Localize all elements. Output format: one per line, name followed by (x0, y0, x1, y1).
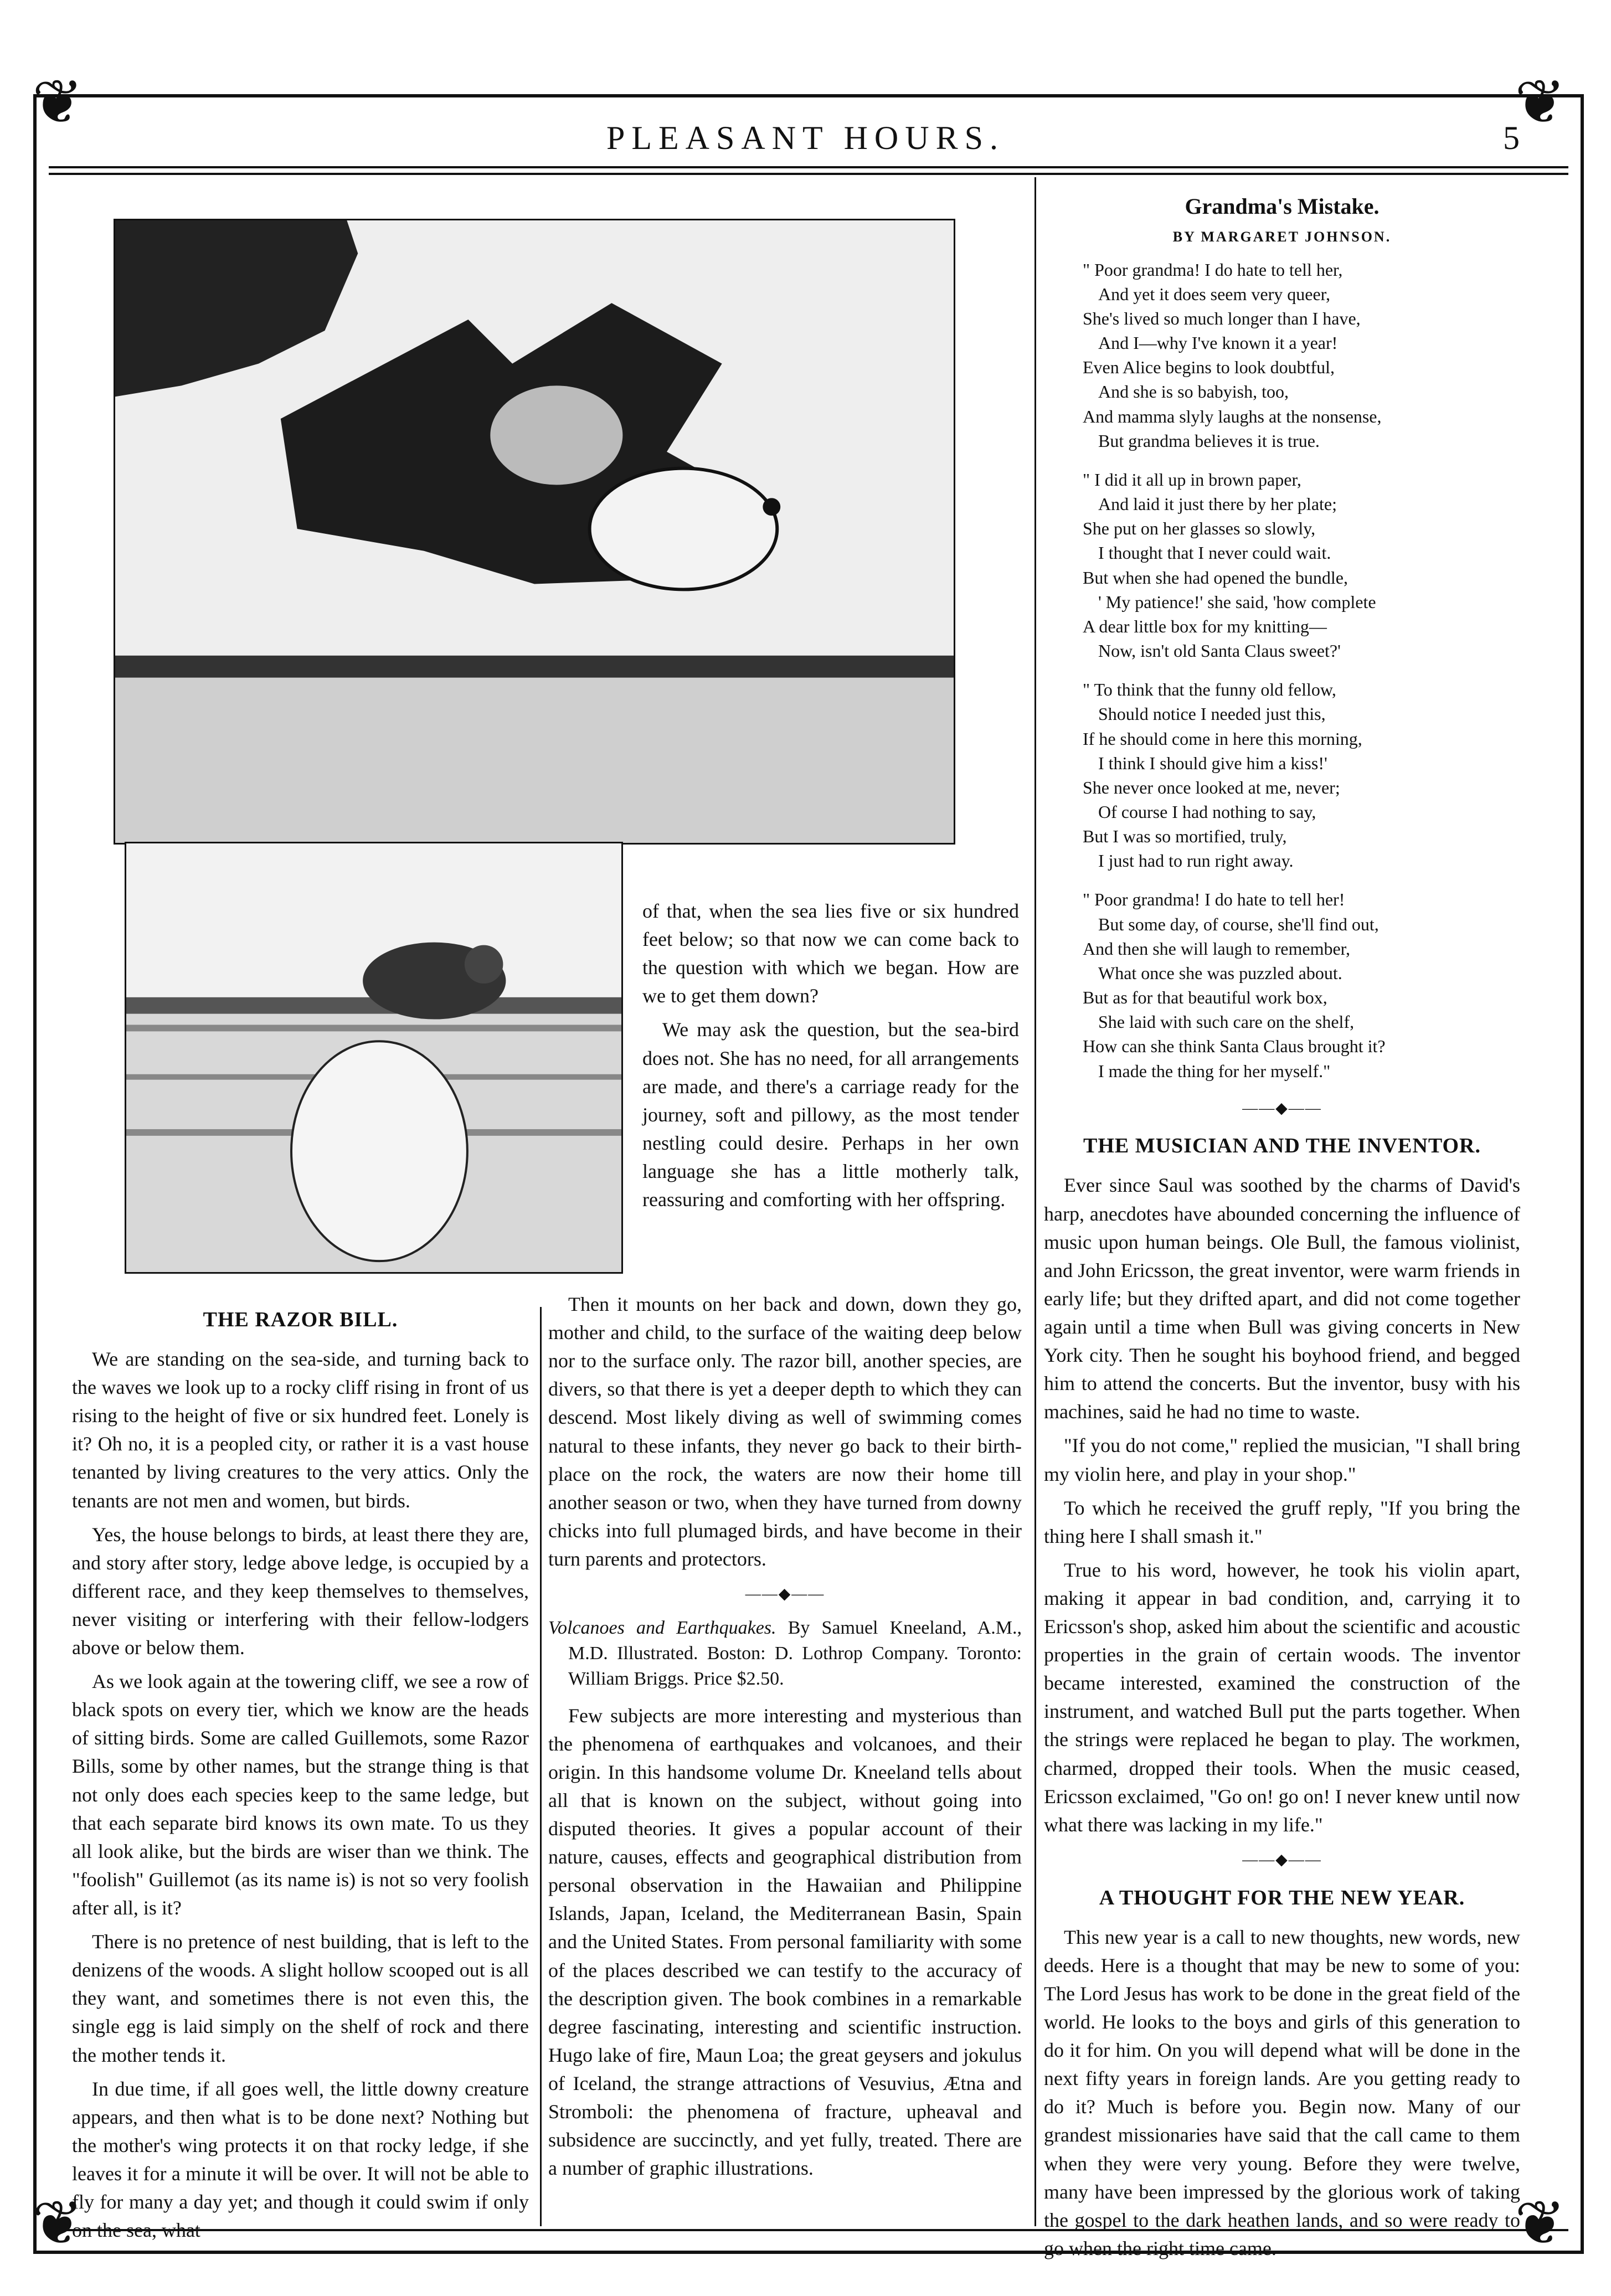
poem-line: But when she had opened the bundle, (1083, 567, 1348, 588)
razor-bill-continuation-narrow (642, 897, 1019, 1219)
review-book-details: By Samuel Kneeland, A.M., M.D. Illustrated. Boston: D. Lothrop Company. Toronto: William Briggs. Price $2.50. (568, 1617, 1022, 1689)
poem-line: And then she will laugh to remember, (1083, 938, 1351, 959)
musician-paragraph: "If you do not come," replied the musician, "I shall bring my violin here, and play in your shop." (1044, 1434, 1520, 1485)
poem-line: How can she think Santa Claus brought it? (1083, 1036, 1386, 1057)
razor-bill-continuation: of that, when the sea lies five or six hundred feet below; so that now we can come back to the question with which we began. How are we to get them down? (642, 900, 1019, 1007)
poem-line: " I did it all up in brown paper, (1083, 469, 1301, 490)
corner-ornament-icon: ❦ (1515, 69, 1566, 136)
poem-line: If he should come in here this morning, (1083, 728, 1362, 749)
column-rule-right (1034, 177, 1036, 2226)
musician-paragraph: True to his word, however, he took his violin apart, making it appear in bad condition, and, carrying it to Ericsson's shop, asked him about the scientific and acoustic properties in the grain of certain woods. The inventor became interested, examined the construction of the instrument, and watched Bull put the parts together. When the strings were replaced he began to play. The workmen, charmed, dropped their tools. When the music ceased, Ericsson exclaimed, "Go on! go on! I never knew until now what there was lacking in my life." (1044, 1558, 1520, 1836)
new-year-paragraph: This new year is a call to new thoughts, new words, new deeds. Here is a thought that may be new to some of you: The Lord Jesus has work to be done in the great field of the world. He looks to the boys and girls of this generation to do it for him. On you will depend what will be done in the next fifty years in foreign lands. Are you getting ready to do it? Much is before you. Begin now. Many of our grandest missionaries have said that the call came to them when they were very young. Before they were twelve, many have been impressed by the glorious work of taking the gospel to the dark heathen lands, and so were ready to go when the right time came. (1044, 1926, 1520, 2259)
middle-column (548, 1290, 1022, 2188)
poem-line: She laid with such care on the shelf, (1098, 1012, 1355, 1032)
razor-bill-paragraph: Yes, the house belongs to birds, at least there they are, and story after story, ledge above ledge, is occupied by a different race, and they keep themselves to themselves, never visiting or interfering with their fellow-lodgers above or below them. (72, 1523, 529, 1659)
poem-line: And I—why I've known it a year! (1098, 333, 1338, 353)
musician-paragraph: To which he received the gruff reply, "If you bring the thing here I shall smash it." (1044, 1496, 1520, 1547)
corner-ornament-icon: ❦ (32, 69, 84, 136)
divider-ornament-icon: ——◆—— (1242, 1099, 1322, 1117)
divider-ornament-icon: ——◆—— (1242, 1851, 1322, 1868)
razor-bill-paragraph: In due time, if all goes well, the little downy creature appears, and then what is to be done next? Nothing but the mother's wing protects it on that rocky ledge, if she leaves it for a minute it will be over. It will not be able to fly for many a day yet; and though it could swim if only on the sea, what (72, 2077, 529, 2242)
poem-line: I thought that I never could wait. (1098, 543, 1331, 563)
poem-line: What once she was puzzled about. (1098, 962, 1342, 983)
poem-stanza (1083, 258, 1520, 453)
poem-line: She put on her glasses so slowly, (1083, 518, 1316, 539)
corner-ornament-icon: ❦ (1515, 2190, 1566, 2257)
poem-line: And mamma slyly laughs at the nonsense, (1083, 406, 1382, 426)
column-rule-left (540, 1307, 542, 2226)
poem-line: And she is so babyish, too, (1098, 382, 1289, 402)
poem-line: Even Alice begins to look doubtful, (1083, 357, 1335, 378)
musician-heading: THE MUSICIAN AND THE INVENTOR. (1083, 1134, 1481, 1158)
poem-line: And yet it does seem very queer, (1098, 284, 1331, 304)
poem-line: But I was so mortified, truly, (1083, 826, 1287, 847)
poem-line: " To think that the funny old fellow, (1083, 679, 1336, 700)
review-book-title: Volcanoes and Earthquakes. (548, 1617, 776, 1638)
razor-bill-continuation: We may ask the question, but the sea-bird does not. She has no need, for all arrangements are made, and there's a carriage ready for the journey, soft and pillowy, as the most tender nestling could desire. Perhaps in her own language she has a little motherly talk, reassuring and comforting with her offspring. (642, 1018, 1019, 1211)
poem-line: Now, isn't old Santa Claus sweet?' (1098, 641, 1341, 661)
razor-bill-column (72, 1293, 529, 2250)
poem-line: But as for that beautiful work box, (1083, 987, 1327, 1008)
razor-bill-heading: THE RAZOR BILL. (203, 1308, 398, 1331)
poem-line: She never once looked at me, never; (1083, 777, 1340, 797)
poem-stanza (1083, 677, 1520, 873)
poem-line: But grandma believes it is true. (1098, 430, 1320, 451)
poem-line: A dear little box for my knitting— (1083, 616, 1327, 636)
corner-ornament-icon: ❦ (32, 2190, 84, 2257)
poem-line: Of course I had nothing to say, (1098, 801, 1316, 822)
poem-line: " Poor grandma! I do hate to tell her, (1083, 259, 1343, 280)
razor-bill-paragraph: We are standing on the sea-side, and turning back to the waves we look up to a rocky cliff rising in front of us rising to the height of five or six hundred feet. Lonely is it? Oh no, it is a peopled city, or rather it is a vast house tenanted by living creatures to the very attics. Only the tenants are not men and women, but birds. (72, 1347, 529, 1512)
new-year-heading: A THOUGHT FOR THE NEW YEAR. (1099, 1886, 1465, 1909)
poem-line: I just had to run right away. (1098, 851, 1294, 871)
poem-line: I made the thing for her myself." (1098, 1061, 1331, 1081)
poem-stanza (1083, 467, 1520, 663)
poem-line: " Poor grandma! I do hate to tell her! (1083, 889, 1345, 910)
poem-byline: BY MARGARET JOHNSON. (1172, 228, 1392, 245)
poem-line: Should notice I needed just this, (1098, 704, 1326, 724)
musician-paragraph: Ever since Saul was soothed by the charms of David's harp, anecdotes have abounded concerning the influence of music upon human beings. Ole Bull, the famous violinist, and John Ericsson, the great inventor, were warm friends in early life; but they drifted apart, and did not come together again until a time when Bull was giving concerts in New York city. Then he sought his boyhood friend, and begged him to attend the concerts. But the inventor, busy with his machines, said he had no time to waste. (1044, 1174, 1520, 1423)
razor-bill-paragraph: There is no pretence of nest building, that is left to the denizens of the woods. A slight hollow scooped out is all they want, and sometimes there is not even this, the single egg is laid simply on the shelf of rock and there the mother tends it. (72, 1931, 529, 2066)
poem-stanza (1083, 887, 1520, 1083)
page-number: 5 (1503, 120, 1520, 156)
review-body: Few subjects are more interesting and mysterious than the phenomena of earthquakes and volcanoes, and their origin. In this handsome volume Dr. Kneeland tells about all that is known on the subject, without going into disputed theories. It gives a popular account of their nature, causes, effects and geographical distribution from personal observation in the Hawaiian and Philippine Islands, Japan, Iceland, the Mediterranean Basin, Spain and the United States. From personal familiarity with some of the places described we can testify to the accuracy of the description given. The book combines in a remarkable degree fascinating, interesting and scientific instruction. Hugo lake of fire, Maun Loa; the great geysers and jokulus of Iceland, the strange attractions of Vesuvius, Ætna and Stromboli: the phenomena of fracture, upheaval and subsidence are succinctly, and yet fully, treated. There are a number of graphic illustrations. (548, 1704, 1022, 2180)
bird-illustration (114, 219, 955, 845)
razor-bill-continuation: Then it mounts on her back and down, down they go, mother and child, to the surface of the waiting deep below nor to the surface only. The razor bill, another species, are divers, so that there is yet a deeper depth to which they can descend. Most likely diving as well of swimming comes natural to these infants, they never go back to their birth-place on the rock, the waters are now their home till another season or two, when they have turned from downy chicks into full plumaged birds, and have become in their turn parents and protectors. (548, 1293, 1022, 1570)
chick-illustration (125, 842, 623, 1274)
running-head: PLEASANT HOURS. (606, 120, 1005, 156)
poem-line: She's lived so much longer than I have, (1083, 308, 1361, 329)
right-column (1044, 191, 1520, 2268)
razor-bill-paragraph: As we look again at the towering cliff, we see a row of black spots on every tier, which we know are the heads of sitting birds. Some are called Guillemots, some Razor Bills, some by other names, but the strange thing is that not only does each species keep to the same ledge, but that each separate bird knows its own mate. To us they all look alike, but the birds are wiser than we think. The "foolish" Guillemot (as its name is) is not so very foolish after all, is it? (72, 1670, 529, 1919)
header-rule (49, 166, 1568, 168)
divider-ornament-icon: ——◆—— (745, 1585, 825, 1603)
poem-title: Grandma's Mistake. (1185, 194, 1380, 219)
poem-line: ' My patience!' she said, 'how complete (1098, 591, 1376, 612)
header-rule-secondary (49, 173, 1568, 175)
poem-line: I think I should give him a kiss!' (1098, 753, 1327, 773)
poem-line: And laid it just there by her plate; (1098, 494, 1337, 514)
poem-line: But some day, of course, she'll find out, (1098, 914, 1379, 934)
review-heading (548, 1615, 1022, 1692)
